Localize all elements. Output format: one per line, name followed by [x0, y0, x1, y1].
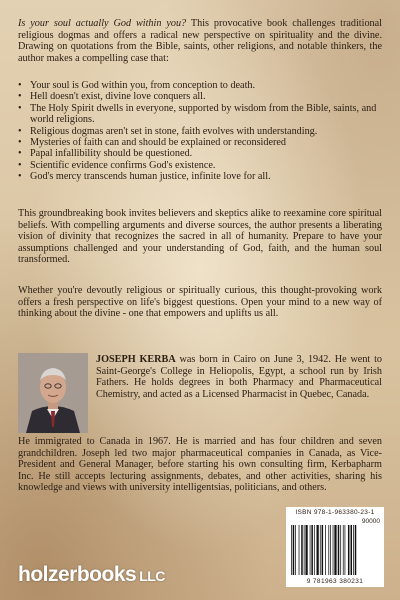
key-point	[18, 171, 382, 182]
key-point	[18, 137, 382, 148]
key-point-text: Papal infallibility should be questioned.	[30, 148, 193, 160]
bullet-icon: •	[18, 137, 22, 149]
bullet-icon: •	[18, 159, 22, 171]
author-photo	[18, 353, 88, 433]
key-point-text: Mysteries of faith can and should be explained or reconsidered	[30, 137, 287, 149]
key-point-text: The Holy Spirit dwells in everyone, supported by wisdom from the Bible, saints, and world religions.	[30, 102, 377, 126]
author-bio-text: was born in Cairo on June 3, 1942. He went to Saint-George's College in Heliopolis, Egypt, a school run by Irish Fathers. He holds degrees in both Pharmacy and Pharmaceutical Chemistry, and acted as a Licensed Pharmacist in Quebec, Canada.	[96, 354, 383, 400]
bullet-icon: •	[18, 80, 22, 91]
key-point	[18, 126, 382, 137]
publisher-name: holzerbooks	[18, 563, 137, 586]
key-point-text: God's mercy transcends human justice, infinite love for all.	[30, 171, 271, 183]
bullet-icon: •	[18, 125, 22, 137]
author-name: JOSEPH KERBA	[96, 354, 176, 365]
bullet-icon: •	[18, 102, 22, 114]
author-bio	[96, 354, 382, 400]
key-point	[18, 80, 382, 91]
key-point-text: Religious dogmas aren't set in stone, faith evolves with understanding.	[30, 125, 318, 137]
key-point	[18, 148, 382, 159]
intro-paragraph	[18, 18, 382, 64]
isbn-number: ISBN 978-1-963380-23-1	[295, 509, 375, 516]
key-point	[18, 103, 382, 126]
bullet-icon: •	[18, 148, 22, 160]
key-point-text: Scientific evidence confirms God's existence.	[30, 159, 216, 171]
bullet-icon: •	[18, 171, 22, 183]
publisher-logo	[18, 563, 165, 587]
description-paragraph-3: Whether you're devoutly religious or spiritually curious, this thought-provoking work offers a fresh perspective on life's biggest questions. Open your mind to a new way of thinking about the divine - one that empowers and uplifts us all.	[18, 285, 382, 320]
intro-text: This provocative book challenges traditional religious dogmas and offers a radical new perspective on spirituality and the divine. Drawing on quotations from the Bible, saints, other religions, and notable thinkers, the author makes a compelling case that:	[18, 18, 382, 64]
intro-question: Is your soul actually God within you?	[18, 18, 187, 30]
key-point-text: Hell doesn't exist, divine love conquers all.	[30, 91, 206, 103]
key-point	[18, 160, 382, 171]
description-paragraph-2: This groundbreaking book invites believers and skeptics alike to reexamine core spiritual beliefs. With compelling arguments and diverse sources, the author presents a liberating vision of divinity that recognizes the sacred in all of humanity. Prepare to have your assumptions challenged and your understanding of God, faith, and the human soul transformed.	[18, 208, 382, 266]
barcode-digits: 9 781963 380231	[306, 578, 364, 585]
price-code: 90000	[361, 518, 380, 525]
publisher-suffix: LLC	[139, 568, 165, 584]
key-points-list	[18, 80, 382, 183]
author-bio-continued: He immigrated to Canada in 1967. He is married and has four children and seven grandchildren. Joseph led two major pharmaceutical companies in Canada, as Vice-President and General Manager, before starting his own consulting firm, Kerbapharm Inc. He still accepts lecturing assignments, debates, and other activities, sharing his knowledge and views with university intelligentsias, politicians, and others.	[18, 436, 382, 494]
key-point-text: Your soul is God within you, from conception to death.	[30, 80, 256, 91]
key-point	[18, 91, 382, 102]
barcode-bars	[290, 525, 380, 575]
bullet-icon: •	[18, 91, 22, 103]
isbn-barcode	[286, 507, 384, 587]
